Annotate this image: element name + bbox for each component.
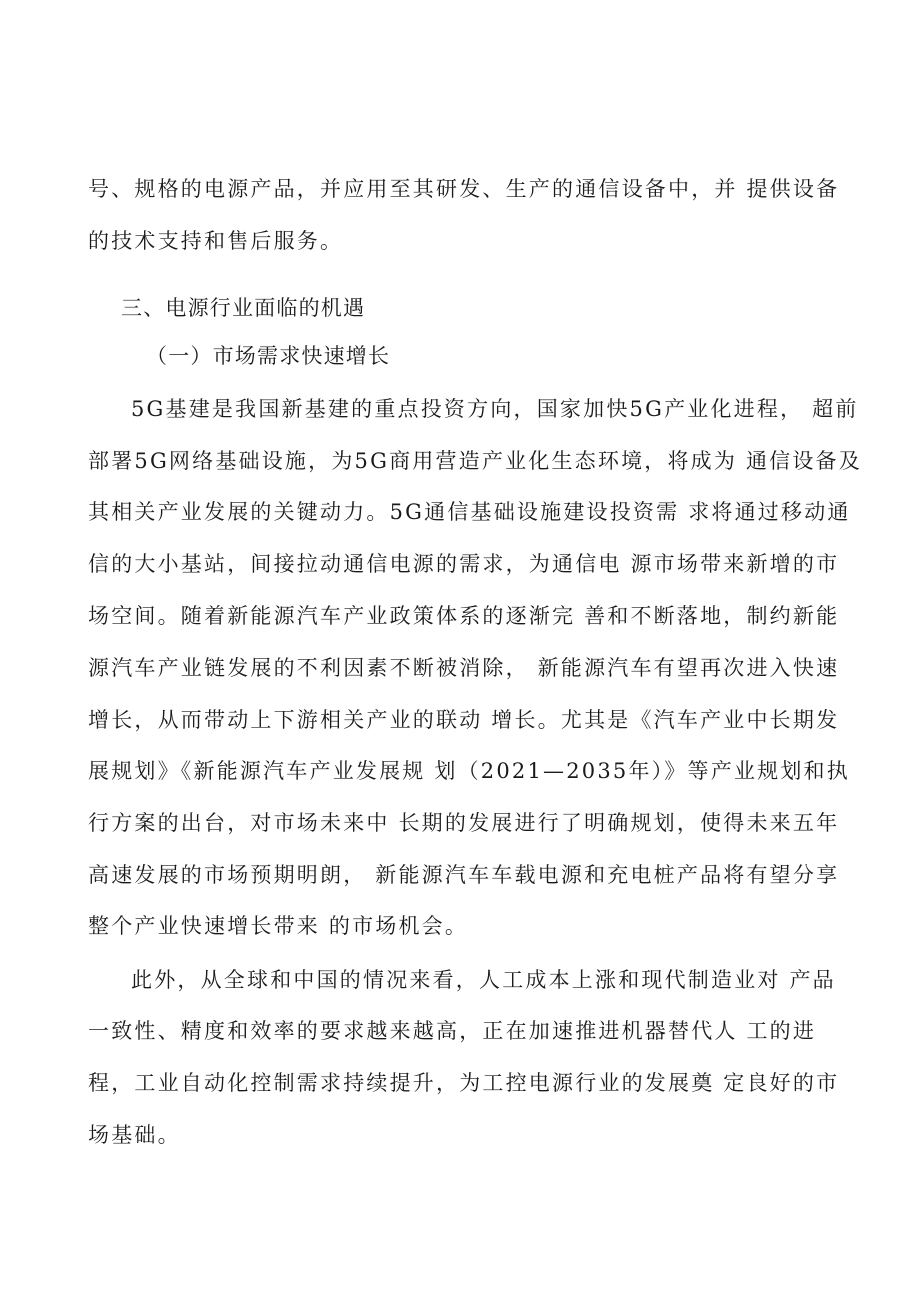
paragraph-2-line-3: 程，工业自动化控制需求持续提升，为工控电源行业的发展奠 定良好的市 [88, 1071, 840, 1095]
paragraph-1-line-8: 展规划》《新能源汽车产业发展规 划（2021—2035年）》等产业规划和执 [88, 759, 850, 783]
paragraph-1-line-7: 增长，从而带动上下游相关产业的联动 增长。尤其是《汽车产业中长期发 [88, 708, 840, 732]
paragraph-2-line-4: 场基础。 [88, 1123, 181, 1147]
paragraph-1-line-2: 部署5G网络基础设施，为5G商用营造产业化生态环境，将成为 通信设备及 [88, 449, 862, 473]
paragraph-1-line-1: 5G基建是我国新基建的重点投资方向，国家加快5G产业化进程， 超前 [131, 397, 859, 421]
paragraph-1-line-4: 信的大小基站，间接拉动通信电源的需求，为通信电 源市场带来新增的市 [88, 552, 840, 576]
paragraph-1-line-10: 高速发展的市场预期明朗， 新能源汽车车载电源和充电桩产品将有望分享 [88, 863, 840, 887]
paragraph-1-line-3: 其相关产业发展的关键动力。5G通信基础设施建设投资需 求将通过移动通 [88, 500, 851, 524]
paragraph-1-line-9: 行方案的出台，对市场未来中 长期的发展进行了明确规划，使得未来五年 [88, 811, 840, 835]
subsection-heading: （一）市场需求快速增长 [146, 344, 391, 368]
paragraph-2-line-1: 此外，从全球和中国的情况来看，人工成本上涨和现代制造业对 产品 [131, 968, 836, 992]
intro-line-1: 号、规格的电源产品，并应用至其研发、生产的通信设备中，并 提供设备 [88, 177, 840, 201]
paragraph-1-line-6: 源汽车产业链发展的不利因素不断被消除， 新能源汽车有望再次进入快速 [88, 656, 840, 680]
intro-line-2: 的技术支持和售后服务。 [88, 229, 344, 253]
paragraph-2-line-2: 一致性、精度和效率的要求越来越高，正在加速推进机器替代人 工的进 [88, 1019, 817, 1043]
section-heading: 三、电源行业面临的机遇 [121, 296, 366, 320]
paragraph-1-line-11: 整个产业快速增长带来 的市场机会。 [88, 914, 469, 938]
paragraph-1-line-5: 场空间。随着新能源汽车产业政策体系的逐渐完 善和不断落地，制约新能 [88, 604, 840, 628]
